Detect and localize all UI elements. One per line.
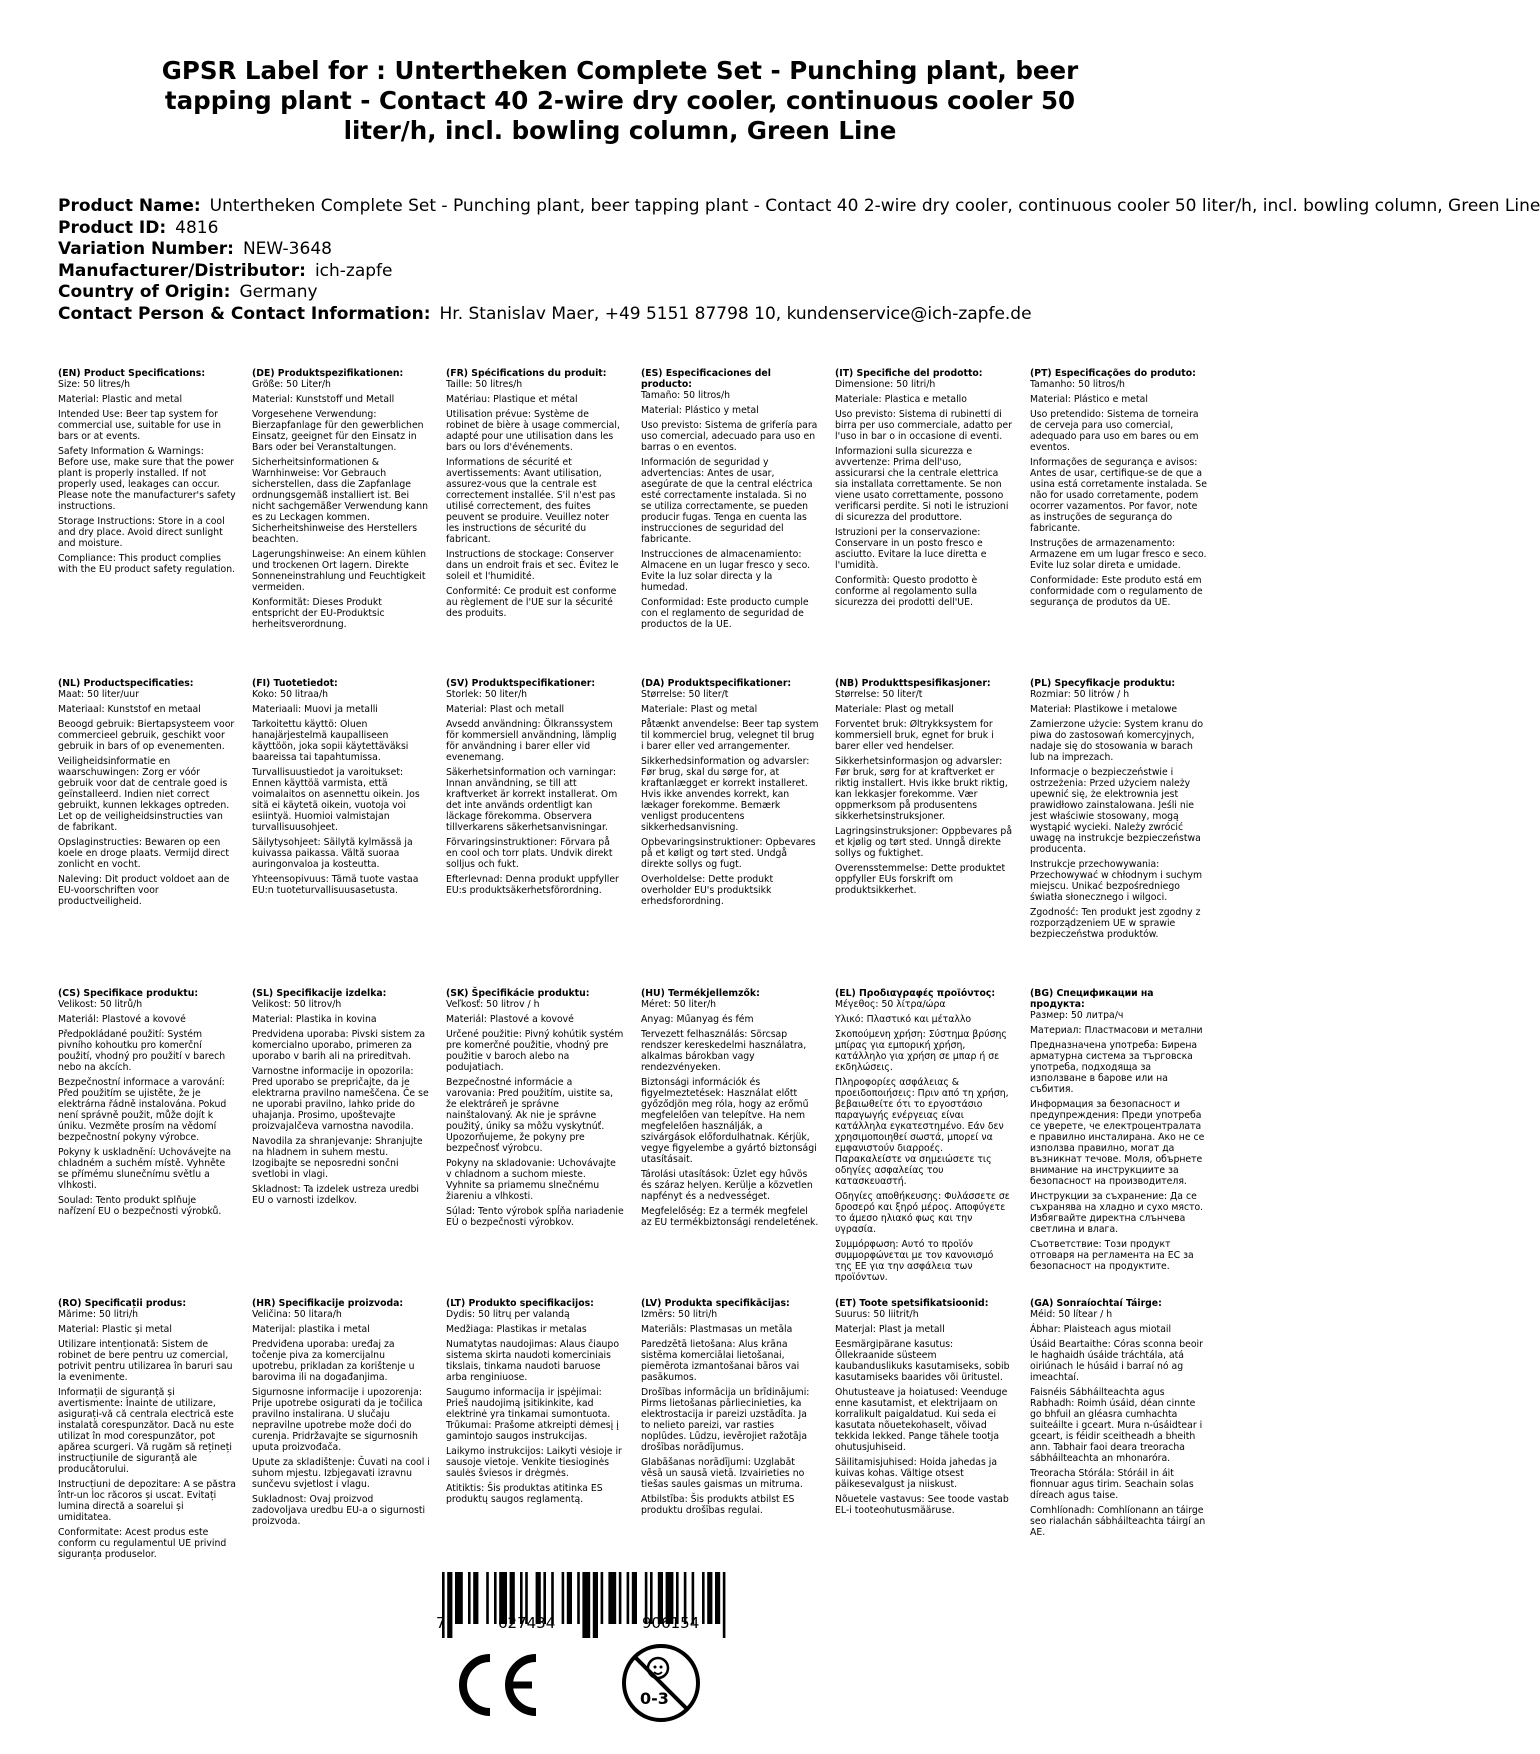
barcode-digit-lead: 7 xyxy=(436,1614,446,1632)
spec-paragraph: Conformité: Ce produit est conforme au règlement de l'UE sur la sécurité des produits. xyxy=(446,586,617,619)
spec-heading: (ES) Especificaciones del producto: xyxy=(641,368,771,390)
barcode-bar xyxy=(723,1572,726,1638)
barcode-bar xyxy=(715,1572,720,1624)
spec-paragraph: Navodila za shranjevanje: Shranjujte na hladnem in suhem mestu. Izogibajte se neposredni sončni svetlobi in vlagi. xyxy=(252,1136,423,1180)
spec-paragraph: Biztonsági információk és figyelmeztetések: Használat előtt győződjön meg róla, hogy az erőmű megfelelően van telepítve. Ha nem megfelelően használják, a szivárgások előfordulhatnak. Kérjük, vegye figyelembe a gyártó biztonsági utasításait. xyxy=(641,1077,817,1165)
spec-paragraph: Pokyny k uskladnění: Uchovávejte na chladném a suchém místě. Vyhněte se přímému slunečnímu světlu a vlhkosti. xyxy=(58,1147,232,1191)
spec-paragraph: Material: Plástico y metal xyxy=(641,405,759,416)
spec-paragraph: Информация за безопасност и предупреждения: Преди употреба се уверете, че електроцентралата е правилно инсталирана. Ако не се използва правилно, могат да възникнат течове. Моля, обърнете внимание на инструкциите за безопасност на производителя. xyxy=(1030,1099,1205,1187)
info-row xyxy=(58,218,1228,240)
spec-size: Velikost: 50 litrov/h xyxy=(252,999,342,1010)
spec-size: Dimensione: 50 litri/h xyxy=(835,379,936,390)
spec-paragraph: Material: Plastika in kovina xyxy=(252,1014,377,1025)
product-info xyxy=(58,196,1540,325)
barcode-bar xyxy=(632,1572,637,1624)
info-value: Untertheken Complete Set - Punching plant, beer tapping plant - Contact 40 2-wire dry cooler, continuous cooler 50 liter/h, incl. bowling column, Green Line xyxy=(209,196,1540,216)
spec-paragraph: Materiale: Plast og metal xyxy=(641,704,758,715)
info-row xyxy=(58,239,1228,261)
spec-block xyxy=(835,368,1013,668)
spec-heading: (NB) Produkttspesifikasjoner: xyxy=(835,678,991,689)
barcode-bar xyxy=(608,1572,616,1624)
barcode-digits-right: 906154 xyxy=(642,1614,700,1632)
spec-paragraph: Eesmärgipärane kasutus: Õllekraanide süsteem kaubanduslikuks kasutamiseks, sobib kasutamiseks baarides või üritustel. xyxy=(835,1339,1010,1383)
spec-heading: (RO) Specificații produs: xyxy=(58,1298,187,1309)
spec-block xyxy=(835,678,1013,978)
spec-paragraph: Comhlíonadh: Comhlíonann an táirge seo rialachán sábháilteachta táirgí an AE. xyxy=(1030,1505,1206,1538)
spec-paragraph: Materiaal: Kunststof en metaal xyxy=(58,704,201,715)
spec-paragraph: Atbilstība: Šis produkts atbilst ES produktu drošības regulai. xyxy=(641,1494,795,1516)
spec-size: Storlek: 50 liter/h xyxy=(446,689,527,700)
spec-block xyxy=(1030,678,1208,978)
spec-paragraph: Pokyny na skladovanie: Uchovávajte v chladnom a suchom mieste. Vyhnite sa priamemu slnečnému žiareniu a vlhkosti. xyxy=(446,1158,616,1202)
spec-paragraph: Faisnéis Sábháilteachta agus Rabhadh: Roimh úsáid, déan cinnte go bhfuil an gléasra cumhachta suiteáilte i gceart. Mura n-úsáidtear i gceart, is féidir sceitheadh a bheith ann. Tabhair faoi deara treoracha sábháilteachta an mhonaróra. xyxy=(1030,1387,1203,1464)
spec-paragraph: Conformidade: Este produto está em conformidade com o regulamento de segurança de produtos da UE. xyxy=(1030,575,1203,608)
spec-paragraph: Určené použitie: Pivný kohútik systém pre komerčné použitie, vhodný pre použitie v baroch alebo na podujatiach. xyxy=(446,1029,624,1073)
spec-heading: (PT) Especificações do produto: xyxy=(1030,368,1196,379)
barcode-bar xyxy=(447,1572,452,1638)
spec-paragraph: Instrukcje przechowywania: Przechowywać w chłodnym i suchym miejscu. Unikać bezpośredniego światła słonecznego i wilgoci. xyxy=(1030,859,1203,903)
spec-paragraph: Υλικό: Πλαστικό και μέταλλο xyxy=(835,1014,972,1025)
spec-paragraph: Atitiktis: Šis produktas atitinka ES produktų saugos reglamentą. xyxy=(446,1483,603,1505)
barcode-bar xyxy=(494,1572,497,1624)
info-value: Hr. Stanislav Maer, +49 5151 87798 10, kundenservice@ich-zapfe.de xyxy=(439,303,1032,324)
info-label: Variation Number: xyxy=(58,239,234,259)
spec-paragraph: Efterlevnad: Denna produkt uppfyller EU:s produktsäkerhetsförordning. xyxy=(446,874,619,896)
barcode-bar xyxy=(593,1572,598,1638)
spec-heading: (DE) Produktspezifikationen: xyxy=(252,368,404,379)
spec-paragraph: Predvidena uporaba: Pivski sistem za komercialno uporabo, primeren za uporabo v barih ali na prireditvah. xyxy=(252,1029,426,1062)
spec-paragraph: Yhteensopivuus: Tämä tuote vastaa EU:n tuoteturvallisuusasetusta. xyxy=(252,874,419,896)
spec-size: Размер: 50 литра/ч xyxy=(1030,1010,1124,1021)
spec-paragraph: Forventet bruk: Øltrykksystem for kommersiell bruk, egnet for bruk i barer eller ved hendelser. xyxy=(835,719,994,752)
spec-paragraph: Avsedd användning: Ölkranssystem för kommersiell användning, lämplig för användning i barer eller vid evenemang. xyxy=(446,719,617,763)
spec-paragraph: Súlad: Tento výrobok spĺňa nariadenie EÚ o bezpečnosti výrobkov. xyxy=(446,1206,624,1228)
barcode-bar xyxy=(601,1572,604,1624)
spec-heading: (LT) Produkto specifikacijos: xyxy=(446,1298,594,1309)
spec-paragraph: Zgodność: Ten produkt jest zgodny z rozporządzeniem UE w sprawie bezpieczeństwa produktów. xyxy=(1030,907,1201,940)
spec-paragraph: Zamierzone użycie: System kranu do piwa do zastosowań komercyjnych, nadaje się do stosowania w barach lub na imprezach. xyxy=(1030,719,1204,763)
spec-paragraph: Conformidad: Este producto cumple con el reglamento de seguridad de productos de la UE. xyxy=(641,597,809,630)
spec-paragraph: Safety Information & Warnings: Before use, make sure that the power plant is properly installed. If not properly used, leakages can occur. Please note the manufacturer's safety instructions. xyxy=(58,446,236,512)
spec-size: Größe: 50 Liter/h xyxy=(252,379,331,390)
barcode-bar xyxy=(455,1572,463,1624)
spec-paragraph: Turvallisuustiedot ja varoitukset: Ennen käyttöä varmista, että voimalaitos on asennettu oikein. Jos sitä ei käytetä oikein, vuotoja voi esiintyä. Huomioi valmistajan turvallisuusohjeet. xyxy=(252,767,420,833)
barcode-bar xyxy=(627,1572,630,1624)
spec-paragraph: Naleving: Dit product voldoet aan de EU-voorschriften voor productveiligheid. xyxy=(58,874,230,907)
spec-block xyxy=(446,1298,624,1588)
spec-paragraph: Påtænkt anvendelse: Beer tap system til kommerciel brug, velegnet til brug i barer eller ved arrangementer. xyxy=(641,719,819,752)
spec-paragraph: Bezpečnostné informácie a varovania: Pred použitím, uistite sa, že elektráreň je správne nainštalovaný. Ak nie je správne použitý, úniky sa môžu vyskytnúť. Upozorňujeme, že pokyny pre bezpečnosť výrobcu. xyxy=(446,1077,614,1154)
spec-paragraph: Conformitate: Acest produs este conform cu regulamentul UE privind siguranța produselor. xyxy=(58,1527,227,1560)
spec-size: Størrelse: 50 liter/t xyxy=(641,689,729,700)
spec-paragraph: Material: Plástico e metal xyxy=(1030,394,1148,405)
spec-block xyxy=(835,988,1013,1288)
spec-size: Size: 50 litres/h xyxy=(58,379,130,390)
label-title: GPSR Label for : Untertheken Complete Set - Punching plant, beer tapping plant - Contact 40 2-wire dry cooler, continuous cooler 50 liter/h, incl. bowling column, Green Line xyxy=(161,56,1079,145)
spec-paragraph: Σκοπούμενη χρήση: Σύστημα βρύσης μπίρας για εμπορική χρήση, κατάλληλο για χρήση σε μπαρ ή σε εκδηλώσεις. xyxy=(835,1029,1007,1073)
spec-paragraph: Materiāls: Plastmasas un metāla xyxy=(641,1324,793,1335)
spec-block xyxy=(1030,988,1208,1288)
ce-mark-icon xyxy=(452,1652,542,1718)
spec-paragraph: Treoracha Stórála: Stóráil in áit fionnuar agus tirim. Seachain solas díreach agus taise. xyxy=(1030,1468,1194,1501)
spec-heading: (GA) Sonraíochtaí Táirge: xyxy=(1030,1298,1162,1309)
spec-block xyxy=(1030,1298,1208,1588)
spec-paragraph: Informations de sécurité et avertissements: Avant utilisation, assurez-vous que la centrale est correctement installée. S'il n'est pas utilisé correctement, des fuites peuvent se produire. Veuillez noter les instructions de sécurité du fabricant. xyxy=(446,457,616,545)
spec-heading: (ET) Toote spetsifikatsioonid: xyxy=(835,1298,989,1309)
spec-block xyxy=(58,678,236,978)
spec-paragraph: Información de seguridad y advertencias: Antes de usar, asegúrate de que la central eléctrica esté correctamente instalada. Si no se utiliza correctamente, se pueden producir fugas. Tenga en cuenta las instrucciones de seguridad del fabricante. xyxy=(641,457,813,545)
spec-heading: (PL) Specyfikacje produktu: xyxy=(1030,678,1176,689)
spec-paragraph: Informacje o bezpieczeństwie i ostrzeżenia: Przed użyciem należy upewnić się, że elektrownia jest prawidłowo zainstalowana. Jeśli nie jest właściwie stosowany, mogą wystąpić wycieki. Należy zwrócić uwagę na instrukcje bezpieczeństwa producenta. xyxy=(1030,767,1201,855)
spec-paragraph: Utilizare intenționată: Sistem de robinet de bere pentru uz comercial, potrivit pentru utilizarea în baruri sau la evenimente. xyxy=(58,1339,233,1383)
spec-paragraph: Sigurnosne informacije i upozorenja: Prije upotrebe osigurati da je točilica pravilno instalirana. U slučaju nepravilne upotrebe može doći do curenja. Pridržavajte se sigurnosnih uputa proizvođača. xyxy=(252,1387,423,1453)
spec-paragraph: Tervezett felhasználás: Sörcsap rendszer kereskedelmi használatra, alkalmas bárokban vagy rendezvényeken. xyxy=(641,1029,807,1073)
spec-paragraph: Material: Kunststoff und Metall xyxy=(252,394,395,405)
spec-paragraph: Předpokládané použití: Systém pivního kohoutku pro komerční použití, vhodný pro použití v barech nebo na akcích. xyxy=(58,1029,226,1073)
spec-block xyxy=(58,1298,236,1588)
info-row xyxy=(58,304,1228,326)
spec-paragraph: Sikkerhetsinformasjon og advarsler: Før bruk, sørg for at kraftverket er riktig installert. Hvis ikke brukt riktig, kan lekkasjer forekomme. Vær oppmerksom på produsentens sikkerhetsinstruksjoner. xyxy=(835,756,1008,822)
spec-paragraph: Compliance: This product complies with the EU product safety regulation. xyxy=(58,553,236,575)
spec-block xyxy=(641,678,819,978)
spec-size: Rozmiar: 50 litrów / h xyxy=(1030,689,1130,700)
spec-paragraph: Saugumo informacija ir įspėjimai: Prieš naudojimą įsitikinkite, kad elektrinė yra tinkamai sumontuota. Trūkumai: Prašome atkreipti dėmesį į gamintojo saugos instrukcijas. xyxy=(446,1387,619,1442)
spec-heading: (SL) Specifikacije izdelka: xyxy=(252,988,387,999)
info-row xyxy=(58,261,1228,283)
age-label: 0-3 xyxy=(640,1689,669,1708)
spec-paragraph: Предназначена употреба: Бирена арматурна система за търговска употреба, подходяща за използване в барове или на събития. xyxy=(1030,1040,1198,1095)
spec-paragraph: Sicherheitsinformationen & Warnhinweise: Vor Gebrauch sicherstellen, dass die Zapfanlage ordnungsgemäß installiert ist. Bei nicht sachgemäßer Verwendung kann es zu Leckagen kommen. Sicherheitshinweise des Herstellers beachten. xyxy=(252,457,428,545)
spec-paragraph: Upute za skladištenje: Čuvati na cool i suhom mjestu. Izbjegavati izravnu sunčevu svjetlost i vlagu. xyxy=(252,1457,430,1490)
spec-paragraph: Materiał: Plastikowe i metalowe xyxy=(1030,704,1178,715)
spec-paragraph: Matériau: Plastique et métal xyxy=(446,394,578,405)
spec-size: Veľkosť: 50 litrov / h xyxy=(446,999,540,1010)
spec-paragraph: Tárolási utasítások: Üzlet egy hűvös és száraz helyen. Kerülje a közvetlen napfényt és a nedvességet. xyxy=(641,1169,813,1202)
spec-paragraph: Opbevaringsinstruktioner: Opbevares på et køligt og tørt sted. Undgå direkte sollys og fugt. xyxy=(641,837,816,870)
spec-block xyxy=(58,368,236,668)
spec-size: Μέγεθος: 50 λίτρα/ώρα xyxy=(835,999,946,1010)
spec-paragraph: Instructions de stockage: Conserver dans un endroit frais et sec. Évitez le soleil et l'humidité. xyxy=(446,549,619,582)
spec-paragraph: Beoogd gebruik: Biertapsysteem voor commercieel gebruik, geschikt voor gebruik in bars of op evenementen. xyxy=(58,719,235,752)
spec-paragraph: Numatytas naudojimas: Alaus čiaupo sistema skirta naudoti komerciniais tikslais, tinkama naudoti baruose arba renginiuose. xyxy=(446,1339,620,1383)
spec-block xyxy=(252,678,430,978)
info-value: ich-zapfe xyxy=(314,260,393,281)
spec-block xyxy=(835,1298,1013,1588)
spec-paragraph: Storage Instructions: Store in a cool and dry place. Avoid direct sunlight and moisture. xyxy=(58,516,225,549)
spec-size: Taille: 50 litres/h xyxy=(446,379,523,390)
spec-paragraph: Konformität: Dieses Produkt entspricht der EU-Produktsic herheitsverordnung. xyxy=(252,597,385,630)
spec-paragraph: Anyag: Műanyag és fém xyxy=(641,1014,754,1025)
spec-paragraph: Materiál: Plastové a kovové xyxy=(446,1014,574,1025)
spec-paragraph: Veiligheidsinformatie en waarschuwingen: Zorg er vóór gebruik voor dat de centrale goed is geïnstalleerd. Indien niet correct gebruikt, kunnen lekkages optreden. Let op de veiligheidsinstructies van de fabrikant. xyxy=(58,756,230,833)
spec-paragraph: Lagringsinstruksjoner: Oppbevares på et kjølig og tørt sted. Unngå direkte sollys og fuktighet. xyxy=(835,826,1013,859)
spec-paragraph: Medžiaga: Plastikas ir metalas xyxy=(446,1324,587,1335)
spec-paragraph: Laikymo instrukcijos: Laikyti vėsioje ir sausoje vietoje. Venkite tiesioginės saulės šviesos ir drėgmės. xyxy=(446,1446,622,1479)
barcode-bar xyxy=(582,1572,590,1638)
spec-block xyxy=(641,988,819,1288)
spec-paragraph: Материал: Пластмасови и метални xyxy=(1030,1025,1203,1036)
spec-block xyxy=(1030,368,1208,668)
spec-paragraph: Ohutusteave ja hoiatused: Veenduge enne kasutamist, et elektrijaam on korralikult paigaldatud. Kui seda ei kasutata nõuetekohaselt, võivad tekkida lekked. Pange tähele tootja ohutusjuhiseid. xyxy=(835,1387,1008,1453)
spec-paragraph: Informazioni sulla sicurezza e avvertenze: Prima dell'uso, assicurarsi che la centrale elettrica sia installata correttamente. Se non viene usato correttamente, possono verificarsi perdite. Si noti le istruzioni di sicurezza del produttore. xyxy=(835,446,1009,523)
spec-paragraph: Säkerhetsinformation och varningar: Innan användning, se till att kraftverket är korrekt installerat. Om det inte används ordentligt kan läckage förekomma. Observera tillverkarens säkerhetsanvisningar. xyxy=(446,767,618,833)
spec-paragraph: Úsáid Beartaithe: Córas sconna beoir le haghaidh úsáide tráchtála, atá oiriúnach le húsáid i barraí nó ag imeachtaí. xyxy=(1030,1339,1203,1383)
spec-paragraph: Informações de segurança e avisos: Antes de usar, certifique-se de que a usina está corretamente instalada. Se não for usado corretamente, podem ocorrer vazamentos. Por favor, note as instruções de segurança do fabricante. xyxy=(1030,457,1207,534)
spec-heading: (BG) Спецификации на продукта: xyxy=(1030,988,1154,1010)
spec-block xyxy=(446,368,624,668)
spec-paragraph: Materiale: Plast og metall xyxy=(835,704,954,715)
spec-heading: (LV) Produkta specifikācijas: xyxy=(641,1298,790,1309)
spec-paragraph: Uso previsto: Sistema di rubinetti di birra per uso commerciale, adatto per l'uso in bar o in occasione di eventi. xyxy=(835,409,1012,442)
spec-paragraph: Materijal: plastika i metal xyxy=(252,1324,370,1335)
spec-paragraph: Instrucțiuni de depozitare: A se păstra într-un loc răcoros și uscat. Evitați lumina directă a soarelui și umiditatea. xyxy=(58,1479,236,1523)
spec-paragraph: Säilytysohjeet: Säilytä kylmässä ja kuivassa paikassa. Vältä suoraa auringonvaloa ja kosteutta. xyxy=(252,837,413,870)
spec-heading: (HU) Termékjellemzők: xyxy=(641,988,760,999)
spec-paragraph: Πληροφορίες ασφάλειας & προειδοποιήσεις: Πριν από τη χρήση, βεβαιωθείτε ότι το εργοστάσιο παραγωγής ενέργειας είναι κατάλληλα εγκατεστημένο. Εάν δεν χρησιμοποιηθεί σωστά, μπορεί να εμφανιστούν διαρροές. Παρακαλείστε να σημειώσετε τις οδηγίες ασφαλείας του κατασκευαστή. xyxy=(835,1077,1009,1187)
spec-block xyxy=(58,988,236,1288)
info-value: 4816 xyxy=(175,217,219,238)
spec-paragraph: Tarkoitettu käyttö: Oluen hanajärjestelmä kaupalliseen käyttöön, joka sopii käytettäväksi baareissa tai tapahtumissa. xyxy=(252,719,409,763)
spec-paragraph: Megfelelőség: Ez a termék megfelel az EU termékbiztonsági rendeletének. xyxy=(641,1206,819,1228)
info-label: Product Name: xyxy=(58,196,201,216)
spec-paragraph: Predviđena uporaba: uređaj za točenje piva za komercijalnu upotrebu, prikladan za korištenje u barovima ili na događanjima. xyxy=(252,1339,415,1383)
spec-paragraph: Informații de siguranță și avertismente: Înainte de utilizare, asigurați-vă că centrala electrică este instalată corespunzător. Dacă nu este utilizat în mod corespunzător, pot apărea scurgeri. Vă rugăm să rețineți instrucțiunile de siguranță ale producătorului. xyxy=(58,1387,234,1475)
barcode-bar xyxy=(562,1572,565,1624)
spec-heading: (EL) Προδιαγραφές προϊόντος: xyxy=(835,988,996,999)
info-row xyxy=(58,196,1540,218)
age-warning-icon xyxy=(620,1642,702,1724)
spec-paragraph: Materjal: Plast ja metall xyxy=(835,1324,945,1335)
spec-paragraph: Overensstemmelse: Dette produktet oppfyller EUs forskrift om produktsikkerhet. xyxy=(835,863,1006,896)
spec-paragraph: Drošības informācija un brīdinājumi: Pirms lietošanas pārliecinieties, ka elektrostacija ir pareizi uzstādīta. Ja to nelieto pareizi, var rasties noplūdes. Lūdzu, ievērojiet ražotāja drošības norādījumus. xyxy=(641,1387,810,1453)
spec-size: Velikost: 50 litrů/h xyxy=(58,999,143,1010)
spec-paragraph: Vorgesehene Verwendung: Bierzapfanlage für den gewerblichen Einsatz, geeignet für den Einsatz in Bars oder bei Veranstaltungen. xyxy=(252,409,424,453)
spec-paragraph: Skladnost: Ta izdelek ustreza uredbi EU o varnosti izdelkov. xyxy=(252,1184,420,1206)
spec-block xyxy=(641,1298,819,1588)
spec-paragraph: Material: Plastic și metal xyxy=(58,1324,172,1335)
spec-paragraph: Conformità: Questo prodotto è conforme al regolamento sulla sicurezza dei prodotti dell'UE. xyxy=(835,575,978,608)
info-label: Contact Person & Contact Information: xyxy=(58,303,431,324)
spec-paragraph: Съответствие: Този продукт отговаря на регламента на ЕС за безопасност на продуктите. xyxy=(1030,1239,1194,1272)
spec-size: Tamanho: 50 litros/h xyxy=(1030,379,1125,390)
info-label: Product ID: xyxy=(58,217,167,238)
spec-paragraph: Lagerungshinweise: An einem kühlen und trockenen Ort lagern. Direkte Sonneneinstrahlung und Feuchtigkeit vermeiden. xyxy=(252,549,426,593)
spec-size: Suurus: 50 liitrit/h xyxy=(835,1309,919,1320)
spec-paragraph: Varnostne informacije in opozorila: Pred uporabo se prepričajte, da je elektrarna pravilno nameščena. Če se ne uporabi pravilno, lahko pride do uhajanja. Prosimo, upoštevajte proizvajalčeva varnostna navodila. xyxy=(252,1066,429,1132)
spec-heading: (IT) Specifiche del prodotto: xyxy=(835,368,983,379)
spec-paragraph: Инструкции за съхранение: Да се съхранява на хладно и сухо място. Избягвайте директна слънчева светлина и влага. xyxy=(1030,1191,1204,1235)
spec-heading: (NL) Productspecificaties: xyxy=(58,678,194,689)
info-value: NEW-3648 xyxy=(242,239,332,259)
barcode-bar xyxy=(567,1572,572,1624)
spec-block xyxy=(446,678,624,978)
spec-size: Maat: 50 liter/uur xyxy=(58,689,140,700)
spec-paragraph: Instrucciones de almacenamiento: Almacene en un lugar fresco y seco. Evite la luz solar directa y la humedad. xyxy=(641,549,811,593)
spec-paragraph: Uso previsto: Sistema de grifería para uso comercial, adecuado para uso en barras o en eventos. xyxy=(641,420,818,453)
spec-paragraph: Uso pretendido: Sistema de torneira de cerveja para uso comercial, adequado para uso em bares ou em eventos. xyxy=(1030,409,1199,453)
spec-heading: (HR) Specifikacije proizvoda: xyxy=(252,1298,404,1309)
barcode-bar xyxy=(619,1572,622,1624)
spec-paragraph: Säilitamisjuhised: Hoida jahedas ja kuivas kohas. Vältige otsest päikesevalgust ja niiskust. xyxy=(835,1457,998,1490)
spec-heading: (SV) Produktspecifikationer: xyxy=(446,678,596,689)
spec-size: Izmērs: 50 litri/h xyxy=(641,1309,718,1320)
spec-heading: (FI) Tuotetiedot: xyxy=(252,678,338,689)
spec-block xyxy=(641,368,819,668)
spec-size: Dydis: 50 litrų per valandą xyxy=(446,1309,570,1320)
spec-paragraph: Bezpečnostní informace a varování: Před použitím se ujistěte, že je elektrárna řádně instalována. Pokud není správně použit, může dojít k úniku. Vezměte prosím na vědomí bezpečnostní pokyny výrobce. xyxy=(58,1077,227,1143)
barcode-bar xyxy=(468,1572,471,1624)
spec-paragraph: Instruções de armazenamento: Armazene em um lugar fresco e seco. Evite luz solar direta e umidade. xyxy=(1030,538,1207,571)
spec-block xyxy=(252,368,430,668)
barcode-bar xyxy=(473,1572,478,1624)
spec-paragraph: Utilisation prévue: Système de robinet de bière à usage commercial, adapté pour une utilisation dans les bars ou lors d'événements. xyxy=(446,409,620,453)
spec-heading: (EN) Product Specifications: xyxy=(58,368,206,379)
spec-size: Størrelse: 50 liter/t xyxy=(835,689,923,700)
spec-paragraph: Istruzioni per la conservazione: Conservare in un posto fresco e asciutto. Evitare la luce diretta e l'umidità. xyxy=(835,527,987,571)
spec-size: Méret: 50 liter/h xyxy=(641,999,716,1010)
spec-paragraph: Sukladnost: Ovaj proizvod zadovoljava uredbu EU-a o sigurnosti proizvoda. xyxy=(252,1494,426,1527)
spec-block xyxy=(446,988,624,1288)
spec-paragraph: Συμμόρφωση: Αυτό το προϊόν συμμορφώνεται με τον κανονισμό της ΕΕ για την ασφάλεια των προϊόντων. xyxy=(835,1239,994,1283)
barcode-bar xyxy=(486,1572,489,1624)
spec-paragraph: Materiaali: Muovi ja metalli xyxy=(252,704,378,715)
spec-paragraph: Οδηγίες αποθήκευσης: Φυλάσσετε σε δροσερό και ξηρό μέρος. Αποφύγετε το άμεσο ηλιακό φως και την υγρασία. xyxy=(835,1191,1010,1235)
spec-paragraph: Förvaringsinstruktioner: Förvara på en cool och torr plats. Undvik direkt solljus och fukt. xyxy=(446,837,613,870)
spec-paragraph: Paredzētā lietošana: Alus krāna sistēma komerciālai lietošanai, piemērota izmantošanai bāros vai pasākumos. xyxy=(641,1339,800,1383)
barcode-bar xyxy=(577,1572,580,1624)
barcode-digits-left: 627434 xyxy=(498,1614,556,1632)
info-value: Germany xyxy=(239,282,318,302)
spec-heading: (CS) Specifikace produktu: xyxy=(58,988,199,999)
info-label: Country of Origin: xyxy=(58,282,231,302)
spec-paragraph: Intended Use: Beer tap system for commercial use, suitable for use in bars or at events. xyxy=(58,409,221,442)
spec-paragraph: Sikkerhedsinformation og advarsler: Før brug, skal du sørge for, at kraftanlægget er korrekt installeret. Hvis ikke anvendes korrekt, kan lækager forekomme. Bemærk venligst producentens sikkerhedsanvisning. xyxy=(641,756,810,833)
info-row xyxy=(58,282,1228,304)
barcode-bar xyxy=(702,1572,705,1624)
spec-block xyxy=(252,988,430,1288)
spec-size: Koko: 50 litraa/h xyxy=(252,689,328,700)
spec-size: Tamaño: 50 litros/h xyxy=(641,390,731,401)
spec-size: Veličina: 50 litara/h xyxy=(252,1309,342,1320)
spec-size: Mărime: 50 litri/h xyxy=(58,1309,139,1320)
spec-heading: (DA) Produktspecifikationer: xyxy=(641,678,792,689)
spec-paragraph: Opslaginstructies: Bewaren op een koele en droge plaats. Vermijd direct zonlicht en vocht. xyxy=(58,837,230,870)
spec-heading: (SK) Špecifikácie produktu: xyxy=(446,988,590,999)
spec-paragraph: Materiál: Plastové a kovové xyxy=(58,1014,186,1025)
spec-paragraph: Glabāšanas norādījumi: Uzglabāt vēsā un sausā vietā. Izvairieties no tiešas saules gaismas un mitruma. xyxy=(641,1457,805,1490)
spec-block xyxy=(252,1298,430,1588)
spec-paragraph: Soulad: Tento produkt splňuje nařízení EU o bezpečnosti výrobků. xyxy=(58,1195,222,1217)
spec-paragraph: Overholdelse: Dette produkt overholder EU's produktsikk erhedsforordning. xyxy=(641,874,774,907)
barcode-bar xyxy=(707,1572,712,1624)
info-label: Manufacturer/Distributor: xyxy=(58,260,306,281)
spec-heading: (FR) Spécifications du produit: xyxy=(446,368,607,379)
spec-paragraph: Ábhar: Plaisteach agus miotail xyxy=(1030,1324,1172,1335)
spec-paragraph: Material: Plastic and metal xyxy=(58,394,183,405)
spec-size: Méid: 50 lítear / h xyxy=(1030,1309,1113,1320)
spec-paragraph: Nõuetele vastavus: See toode vastab EL-i tooteohutusmääruse. xyxy=(835,1494,1009,1516)
spec-paragraph: Material: Plast och metall xyxy=(446,704,565,715)
spec-paragraph: Materiale: Plastica e metallo xyxy=(835,394,967,405)
